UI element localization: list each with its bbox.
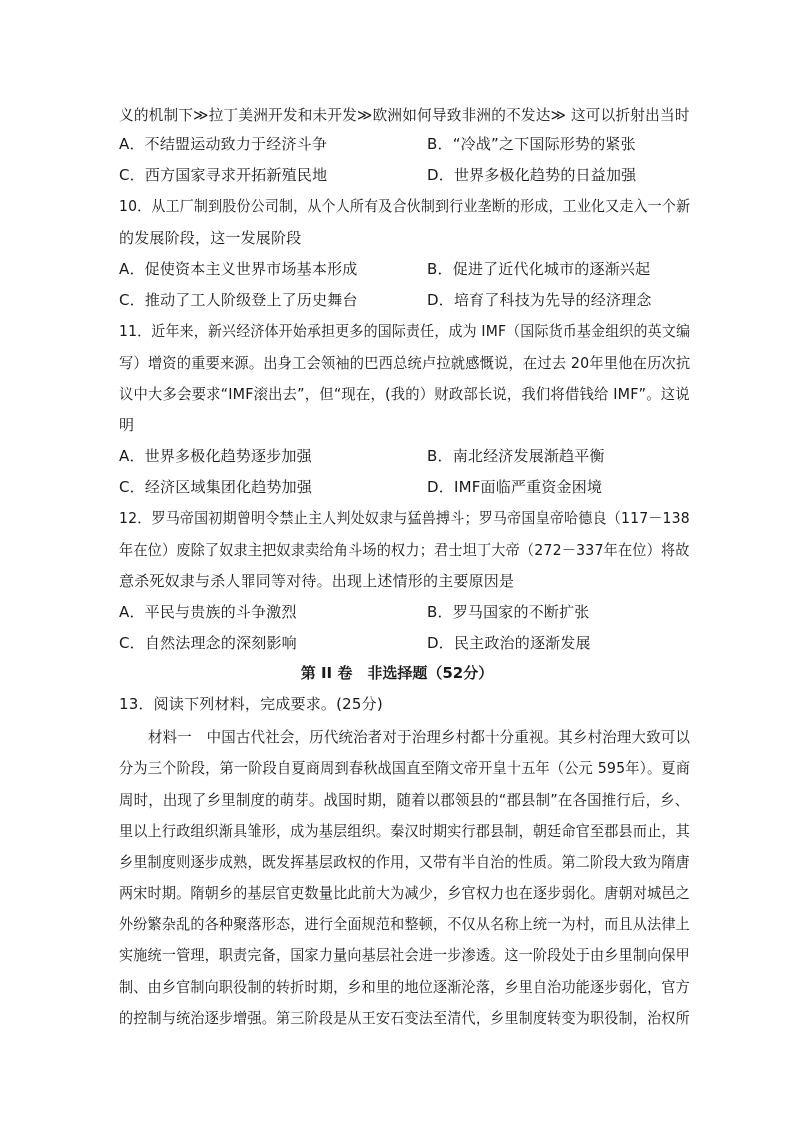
q9-option-a: A．不结盟运动致力于经济斗争	[119, 135, 328, 153]
q9-option-d: D．世界多极化趋势的日益加强	[427, 166, 637, 184]
q9-option-c: C．西方国家寻求开拓新殖民地	[119, 166, 328, 184]
material-paragraph-line: 材料一 中国古代社会，历代统治者对于治理乡村都十分重视。其乡村治理大致可以	[148, 728, 691, 746]
material-paragraph-line: 乡里制度则逐步成熟，既发挥基层政权的作用，又带有半自治的性质。第二阶段大致为隋唐	[119, 853, 690, 871]
q12-stem-line-1: 12．罗马帝国初期曾明令禁止主人判处奴隶与猛兽搏斗；罗马帝国皇帝哈德良（117－138	[119, 509, 690, 527]
material-paragraph-line: 两宋时期。隋朝乡的基层官吏数量比此前大为减少，乡官权力也在逐步弱化。唐朝对城邑之	[119, 884, 690, 902]
q10-stem-line-1: 10．从工厂制到股份公司制，从个人所有及合伙制到行业垄断的形成，工业化又走入一个新	[119, 197, 691, 215]
material-paragraph-line: 制、由乡官制向职役制的转折时期，乡和里的地位逐渐沦落，乡里自治功能逐步弱化，官方	[119, 978, 690, 996]
q12-stem-line-3: 意杀死奴隶与杀人罪同等对待。出现上述情形的主要原因是	[119, 572, 515, 590]
q10-option-a: A．促使资本主义世界市场基本形成	[119, 260, 358, 278]
q11-option-d: D．IMF面临严重资金困境	[427, 478, 603, 496]
section-title: 第 II 卷 非选择题（52分）	[300, 664, 494, 682]
q10-stem-line-2: 的发展阶段，这一发展阶段	[119, 229, 302, 247]
q13-stem: 13．阅读下列材料，完成要求。(25分)	[119, 695, 383, 713]
q11-stem-line-4: 明	[119, 416, 135, 434]
q11-option-a: A．世界多极化趋势逐步加强	[119, 447, 312, 465]
q12-option-a: A．平民与贵族的斗争激烈	[119, 603, 297, 621]
q10-option-b: B．促进了近代化城市的逐渐兴起	[427, 260, 651, 278]
material-paragraph-line: 的控制与统治逐步增强。第三阶段是从王安石变法至清代，乡里制度转变为职役制，治权所	[119, 1009, 690, 1027]
material-paragraph-line: 分为三个阶段，第一阶段自夏商周到春秋战国直至隋文帝开皇十五年（公元 595年）。夏商	[119, 759, 691, 777]
material-paragraph-line: 实施统一管理，职责完备，国家力量向基层社会进一步渗透。这一阶段处于由乡里制向保甲	[119, 946, 690, 964]
material-paragraph-line: 里以上行政组织渐具雏形，成为基层组织。秦汉时期实行郡县制，朝廷命官至郡县而止，其	[119, 822, 690, 840]
q12-option-c: C．自然法理念的深刻影响	[119, 634, 297, 652]
text-line: 义的机制下≫拉丁美洲开发和未开发≫欧洲如何导致非洲的不发达≫ 这可以折射出当时	[119, 106, 690, 124]
material-paragraph-line: 周时，出现了乡里制度的萌芽。战国时期，随着以郡领县的“郡县制”在各国推行后，乡、	[119, 791, 690, 809]
q12-option-d: D．民主政治的逐渐发展	[427, 634, 591, 652]
q9-option-b: B．“冷战”之下国际形势的紧张	[427, 135, 636, 153]
q11-option-c: C．经济区域集团化趋势加强	[119, 478, 313, 496]
q11-stem-line-1: 11．近年来，新兴经济体开始承担更多的国际责任，成为 IMF（国际货币基金组织的英文编	[119, 322, 691, 340]
q12-stem-line-2: 年在位）废除了奴隶主把奴隶卖给角斗场的权力；君士坦丁大帝（272－337年在位）将故	[119, 541, 690, 559]
q10-option-d: D．培育了科技为先导的经济理念	[427, 291, 652, 309]
q10-option-c: C．推动了工人阶级登上了历史舞台	[119, 291, 358, 309]
q11-stem-line-3: 议中大多会要求“IMF滚出去”，但“现在，(我的）财政部长说，我们将借钱给 IMF”。这说	[119, 385, 690, 403]
material-paragraph-line: 外纷繁杂乱的各种聚落形态，进行全面规范和整顿，不仅从名称上统一为村，而且从法律上	[119, 915, 690, 933]
q11-stem-line-2: 写）增资的重要来源。出身工会领袖的巴西总统卢拉就感慨说，在过去 20年里他在历次抗	[119, 354, 691, 372]
q12-option-b: B．罗马国家的不断扩张	[427, 603, 590, 621]
q11-option-b: B．南北经济发展渐趋平衡	[427, 447, 605, 465]
